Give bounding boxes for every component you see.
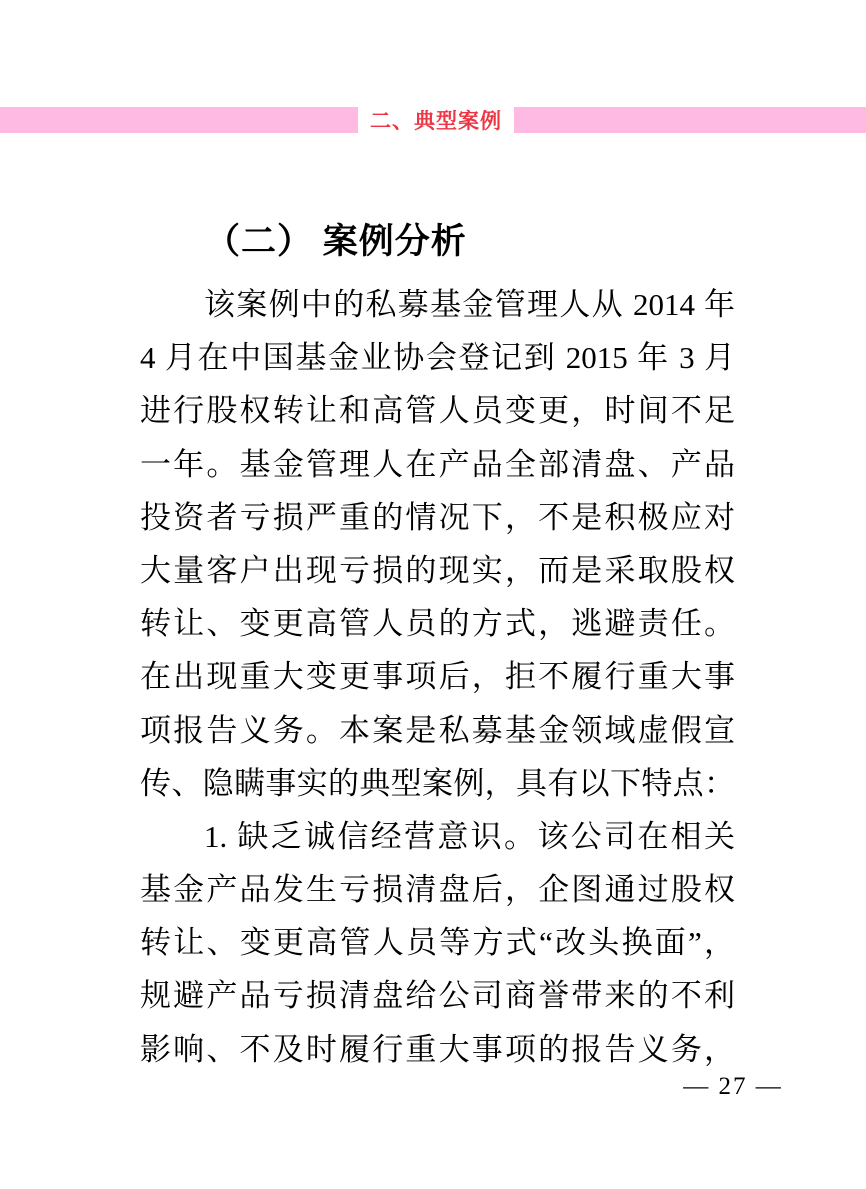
body-text-line: 该案例中的私募基金管理人从 2014 年 (204, 287, 735, 322)
body-text-line: 大量客户出现亏损的现实，而是采取股权 (140, 552, 735, 588)
header-band-left-bar (0, 107, 358, 133)
body-text-line: 4 月在中国基金业协会登记到 2015 年 3 月 (140, 340, 735, 376)
body-text-line: 一年。基金管理人在产品全部清盘、产品 (140, 446, 735, 482)
header-band-title-gap (358, 105, 514, 135)
body-text-line: 在出现重大变更事项后，拒不履行重大事 (140, 659, 735, 695)
page-number: — 27 — (683, 1073, 783, 1100)
body-text-line: 项报告义务。本案是私募基金领域虚假宣 (140, 712, 735, 748)
body-text-line: 基金产品发生亏损清盘后，企图通过股权 (140, 872, 735, 908)
body-text-block (140, 278, 735, 1076)
body-text-line: 投资者亏损严重的情况下，不是积极应对 (140, 499, 735, 535)
body-text-line: 转让、变更高管人员等方式“改头换面”， (140, 925, 735, 961)
header-band-right-bar (514, 107, 866, 133)
body-text-line: 1. 缺乏诚信经营意识。该公司在相关 (204, 818, 735, 854)
section-heading: （二） 案例分析 (205, 222, 467, 261)
chapter-title: 二、典型案例 (370, 110, 502, 133)
body-text-line: 进行股权转让和高管人员变更，时间不足 (140, 393, 735, 429)
body-text-line: 传、隐瞒事实的典型案例，具有以下特点： (140, 765, 735, 801)
body-text-line: 影响、不及时履行重大事项的报告义务， (140, 1031, 735, 1067)
chapter-header-band (0, 107, 866, 133)
body-text-line: 规避产品亏损清盘给公司商誉带来的不利 (140, 978, 735, 1014)
body-text-line: 转让、变更高管人员的方式，逃避责任。 (140, 606, 735, 642)
